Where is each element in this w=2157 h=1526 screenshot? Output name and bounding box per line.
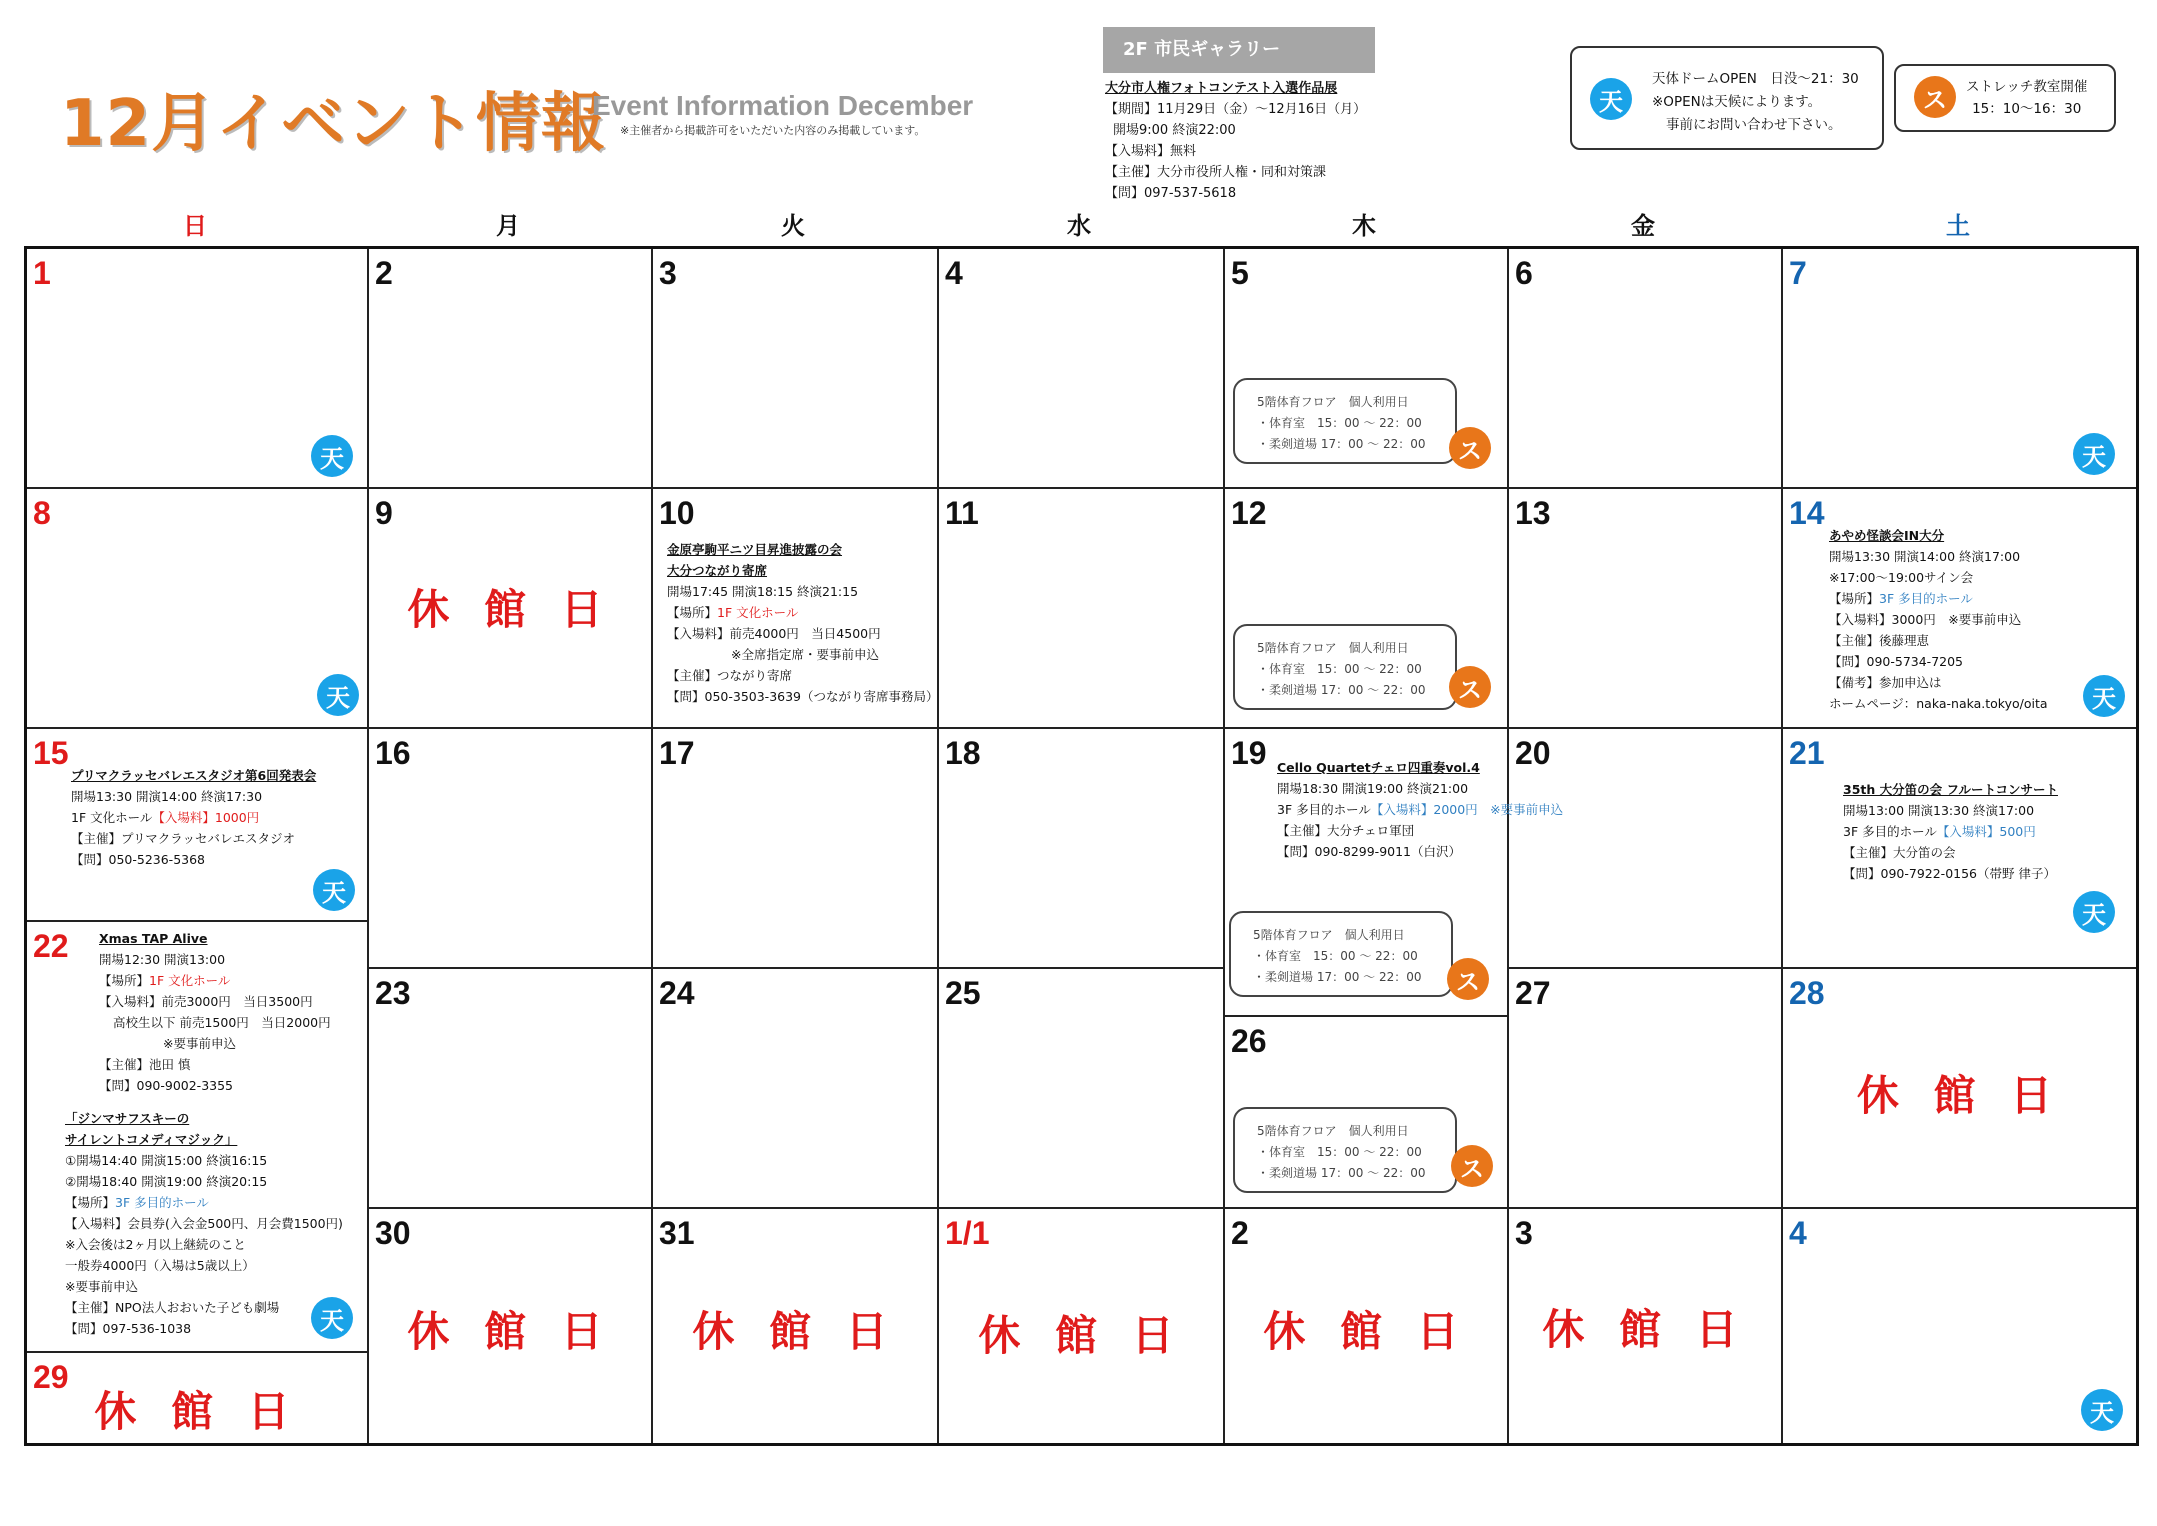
weekday-mon: 月	[496, 212, 520, 240]
closed-label: 休 館 日	[978, 1311, 1184, 1360]
event-note: ※要事前申込	[65, 1279, 138, 1294]
day-number: 16	[375, 735, 411, 771]
closed-label: 休 館 日	[407, 585, 613, 634]
gym-line: ・柔剣道場 17：00 〜 22：00	[1257, 1166, 1426, 1180]
gym-line: ・体育室 15：00 〜 22：00	[1257, 1145, 1422, 1159]
gym-line: 5階体育フロア 個人利用日	[1253, 928, 1405, 942]
day-cell	[1509, 249, 1783, 489]
event-title: 大分つながり寄席	[667, 563, 768, 578]
event-title: あやめ怪談会IN大分	[1829, 528, 1945, 543]
day-number: 3	[659, 255, 677, 291]
closed-label: 休 館 日	[94, 1387, 300, 1436]
day-number: 18	[945, 735, 981, 771]
event-title: 金原亭駒平ニツ目昇進披露の会	[667, 542, 843, 557]
day-number: 14	[1789, 495, 1825, 531]
event-organizer: 【主催】後藤理恵	[1829, 633, 1930, 648]
day-cell	[939, 969, 1225, 1209]
event-place: 1F 文化ホール【入場料】1000円	[71, 810, 260, 825]
gym-box	[1233, 1107, 1457, 1193]
event-contact: 【問】090-9002-3355	[99, 1078, 234, 1093]
event-organizer: 【主催】NPO法人おおいた子ども劇場	[65, 1300, 280, 1315]
event-place: 【場所】3F 多目的ホール	[1829, 591, 1973, 606]
event-magic	[65, 1108, 343, 1339]
day-cell	[1783, 249, 2136, 489]
day-cell	[1509, 969, 1783, 1209]
event-fee: 【主催】プリマクラッセバレエスタジオ	[71, 831, 296, 846]
day-number: 8	[33, 495, 51, 531]
day-number: 15	[33, 735, 69, 771]
day-cell	[1225, 249, 1509, 489]
day-number: 3	[1515, 1215, 1533, 1251]
tenmon-icon: 天	[2073, 433, 2115, 475]
tenmon-icon: 天	[313, 869, 355, 911]
event-time: 開場13:00 開演13:30 終演17:00	[1843, 803, 2035, 818]
stretch-icon: ス	[1449, 666, 1491, 708]
gym-box	[1229, 911, 1453, 997]
event-fee-general: 一般券4000円（入場は5歳以上）	[65, 1258, 255, 1273]
legend-tenmon	[1570, 46, 1884, 150]
event-organizer: 【主催】池田 慎	[99, 1057, 191, 1072]
day-number: 7	[1789, 255, 1807, 291]
gallery-fee: 【入場料】無料	[1105, 144, 1197, 159]
day-number: 1/1	[945, 1215, 990, 1251]
gym-line: ・体育室 15：00 〜 22：00	[1253, 949, 1418, 963]
event-prima	[71, 765, 316, 870]
day-number: 6	[1515, 255, 1533, 291]
event-time: 開場12:30 開演13:00	[99, 952, 226, 967]
weekday-fri: 金	[1631, 212, 1655, 240]
event-note: ※17:00〜19:00サイン会	[1829, 570, 1974, 585]
gallery-contact: 【問】097-537-5618	[1105, 186, 1237, 201]
closed-label: 休 館 日	[1542, 1305, 1748, 1354]
tenmon-icon: 天	[311, 435, 353, 477]
event-time: 開場17:45 開演18:15 終演21:15	[667, 584, 859, 599]
day-number: 11	[945, 495, 979, 531]
day-cell	[1225, 1017, 1509, 1209]
gym-line: ・柔剣道場 17：00 〜 22：00	[1257, 683, 1426, 697]
day-cell	[939, 729, 1225, 969]
tenmon-icon: 天	[2083, 675, 2125, 717]
day-number: 26	[1231, 1023, 1267, 1059]
day-number: 13	[1515, 495, 1551, 531]
event-title: Cello Quartetチェロ四重奏vol.4	[1277, 760, 1480, 775]
stretch-icon: ス	[1447, 958, 1489, 1000]
legend-stretch	[1894, 64, 2116, 132]
event-time: ②開場18:40 開演19:00 終演20:15	[65, 1174, 268, 1189]
day-cell	[1783, 1209, 2136, 1443]
event-organizer: 【問】090-7922-0156（帯野 律子）	[1843, 866, 2056, 881]
legend-tenmon-line: 事前にお問い合わせ下さい。	[1666, 117, 1842, 133]
stretch-icon: ス	[1451, 1145, 1493, 1187]
day-number: 20	[1515, 735, 1551, 771]
event-title: サイレントコメディマジック」	[65, 1132, 238, 1147]
event-note: ※入会後は2ヶ月以上継続のこと	[65, 1237, 246, 1252]
day-cell	[369, 1209, 653, 1443]
event-title: Xmas TAP Alive	[99, 931, 208, 946]
event-organizer: 【問】050-5236-5368	[71, 852, 206, 867]
day-cell	[1225, 489, 1509, 729]
day-number: 30	[375, 1215, 411, 1251]
event-fee-youth: 高校生以下 前売1500円 当日2000円	[113, 1015, 331, 1030]
calendar-grid	[24, 246, 2139, 1446]
gallery-heading: 2F 市民ギャラリー	[1103, 27, 1375, 73]
day-cell	[369, 249, 653, 489]
day-number: 27	[1515, 975, 1551, 1011]
tenmon-icon: 天	[2073, 891, 2115, 933]
weekday-tue: 火	[781, 212, 805, 240]
event-organizer: 【主催】つながり寄席	[667, 668, 793, 683]
closed-label: 休 館 日	[1856, 1071, 2063, 1120]
event-title: 「ジンマサフスキーの	[65, 1111, 190, 1126]
gallery-hours: 開場9:00 終演22:00	[1113, 123, 1236, 138]
day-number: 4	[1789, 1215, 1807, 1251]
day-number: 19	[1231, 735, 1267, 771]
day-cell	[369, 729, 653, 969]
event-place: 【場所】3F 多目的ホール	[65, 1195, 209, 1210]
day-number: 23	[375, 975, 411, 1011]
event-fee: 【主催】大分笛の会	[1843, 845, 1956, 860]
event-organizer: 【問】090-8299-9011（白沢）	[1277, 844, 1462, 859]
gallery-period: 【期間】11月29日（金）〜12月16日（月）	[1105, 102, 1367, 117]
stretch-icon: ス	[1914, 76, 1956, 118]
event-place: 【場所】1F 文化ホール	[99, 973, 231, 988]
day-cell	[27, 1353, 369, 1443]
day-number: 5	[1231, 255, 1249, 291]
tenmon-icon: 天	[2081, 1389, 2123, 1431]
event-ayame	[1829, 525, 2048, 714]
event-title: 35th 大分笛の会 フルートコンサート	[1843, 782, 2058, 797]
day-number: 4	[945, 255, 963, 291]
day-number: 24	[659, 975, 695, 1011]
tenmon-icon: 天	[317, 674, 359, 716]
event-kinbaratei	[667, 539, 939, 707]
weekday-wed: 水	[1067, 212, 1091, 240]
page-title: 12月イベント情報	[60, 87, 607, 161]
event-xmas-tap	[99, 928, 331, 1096]
day-number: 28	[1789, 975, 1825, 1011]
weekday-sun: 日	[183, 212, 207, 240]
day-cell	[939, 249, 1225, 489]
event-fee: 【入場料】前売4000円 当日4500円	[667, 626, 881, 641]
day-number: 2	[375, 255, 393, 291]
event-fee: 【入場料】3000円 ※要事前申込	[1829, 612, 2022, 627]
day-cell	[1509, 729, 1783, 969]
event-place: 3F 多目的ホール【入場料】500円	[1843, 824, 2036, 839]
gym-line: ・柔剣道場 17：00 〜 22：00	[1257, 437, 1426, 451]
day-number: 25	[945, 975, 981, 1011]
gallery-organizer: 【主催】大分市役所人権・同和対策課	[1105, 165, 1327, 180]
day-cell	[939, 1209, 1225, 1443]
gallery-info	[1105, 78, 1366, 204]
event-time: 開場13:30 開演14:00 終演17:30	[71, 789, 263, 804]
day-number: 29	[33, 1359, 69, 1395]
tenmon-icon: 天	[1590, 78, 1632, 120]
day-cell	[1509, 1209, 1783, 1443]
event-homepage: ホームページ：naka-naka.tokyo/oita	[1829, 696, 2048, 711]
day-number: 17	[659, 735, 695, 771]
gym-line: ・体育室 15：00 〜 22：00	[1257, 662, 1422, 676]
event-fee: 【入場料】前売3000円 当日3500円	[99, 994, 313, 1009]
gym-line: ・体育室 15：00 〜 22：00	[1257, 416, 1422, 430]
event-place: 【場所】1F 文化ホール	[667, 605, 799, 620]
legend-stretch-line: 15：10〜16：30	[1972, 101, 2082, 117]
day-cell	[653, 489, 939, 729]
event-place: 3F 多目的ホール【入場料】2000円 ※要事前申込	[1277, 802, 1564, 817]
page-subtitle: Event Information December	[592, 90, 974, 121]
day-number: 10	[659, 495, 695, 531]
gym-line: 5階体育フロア 個人利用日	[1257, 1124, 1409, 1138]
closed-label: 休 館 日	[692, 1307, 898, 1356]
day-number: 2	[1231, 1215, 1249, 1251]
day-cell	[1783, 729, 2136, 969]
gym-line: ・柔剣道場 17：00 〜 22：00	[1253, 970, 1422, 984]
day-cell	[27, 249, 369, 489]
event-flute	[1843, 779, 2058, 884]
gym-box	[1233, 624, 1457, 710]
event-note: ※要事前申込	[163, 1036, 236, 1051]
event-contact: 【問】097-536-1038	[65, 1321, 192, 1336]
weekday-sat: 土	[1946, 212, 1970, 240]
gym-line: 5階体育フロア 個人利用日	[1257, 641, 1409, 655]
day-number: 21	[1789, 735, 1825, 771]
event-title: プリマクラッセバレエスタジオ第6回発表会	[71, 768, 317, 783]
tenmon-icon: 天	[311, 1297, 353, 1339]
day-cell	[27, 729, 369, 922]
day-number: 31	[659, 1215, 695, 1251]
day-cell	[1783, 489, 2136, 729]
event-contact: 【問】050-3503-3639（つながり寄席事務局）	[667, 689, 939, 704]
gym-line: 5階体育フロア 個人利用日	[1257, 395, 1409, 409]
closed-label: 休 館 日	[407, 1307, 613, 1356]
legend-stretch-line: ストレッチ教室開催	[1966, 79, 2088, 95]
event-note: ※全席指定席・要事前申込	[731, 647, 879, 662]
event-note: 【備考】参加申込は	[1829, 675, 1942, 690]
closed-label: 休 館 日	[1263, 1307, 1469, 1356]
day-cell	[653, 249, 939, 489]
day-cell	[27, 489, 369, 729]
legend-tenmon-line: 天体ドームOPEN 日没〜21：30	[1652, 71, 1859, 87]
day-number: 9	[375, 495, 393, 531]
stretch-icon: ス	[1449, 427, 1491, 469]
day-number: 12	[1231, 495, 1267, 531]
day-cell	[653, 729, 939, 969]
day-cell	[1509, 489, 1783, 729]
event-fee: 【主催】大分チェロ軍団	[1277, 823, 1415, 838]
event-time: ①開場14:40 開演15:00 終演16:15	[65, 1153, 268, 1168]
weekday-thu: 木	[1352, 212, 1376, 240]
day-cell	[27, 922, 369, 1353]
day-number: 1	[33, 255, 51, 291]
legend-tenmon-line: ※OPENは天候によります。	[1652, 94, 1822, 110]
day-cell	[653, 1209, 939, 1443]
event-time: 開場13:30 開演14:00 終演17:00	[1829, 549, 2021, 564]
gym-box	[1233, 378, 1457, 464]
gallery-event-title: 大分市人権フォトコンテスト入選作品展	[1105, 81, 1338, 96]
day-cell	[369, 489, 653, 729]
day-cell	[939, 489, 1225, 729]
event-fee: 【入場料】会員券(入会金500円、月会費1500円)	[65, 1216, 343, 1231]
day-cell	[1783, 969, 2136, 1209]
day-cell	[369, 969, 653, 1209]
permission-note: ※主催者から掲載許可をいただいた内容のみ掲載しています。	[620, 124, 926, 137]
day-cell	[653, 969, 939, 1209]
day-number: 22	[33, 928, 69, 964]
event-contact: 【問】090-5734-7205	[1829, 654, 1964, 669]
day-cell	[1225, 1209, 1509, 1443]
event-time: 開場18:30 開演19:00 終演21:00	[1277, 781, 1469, 796]
